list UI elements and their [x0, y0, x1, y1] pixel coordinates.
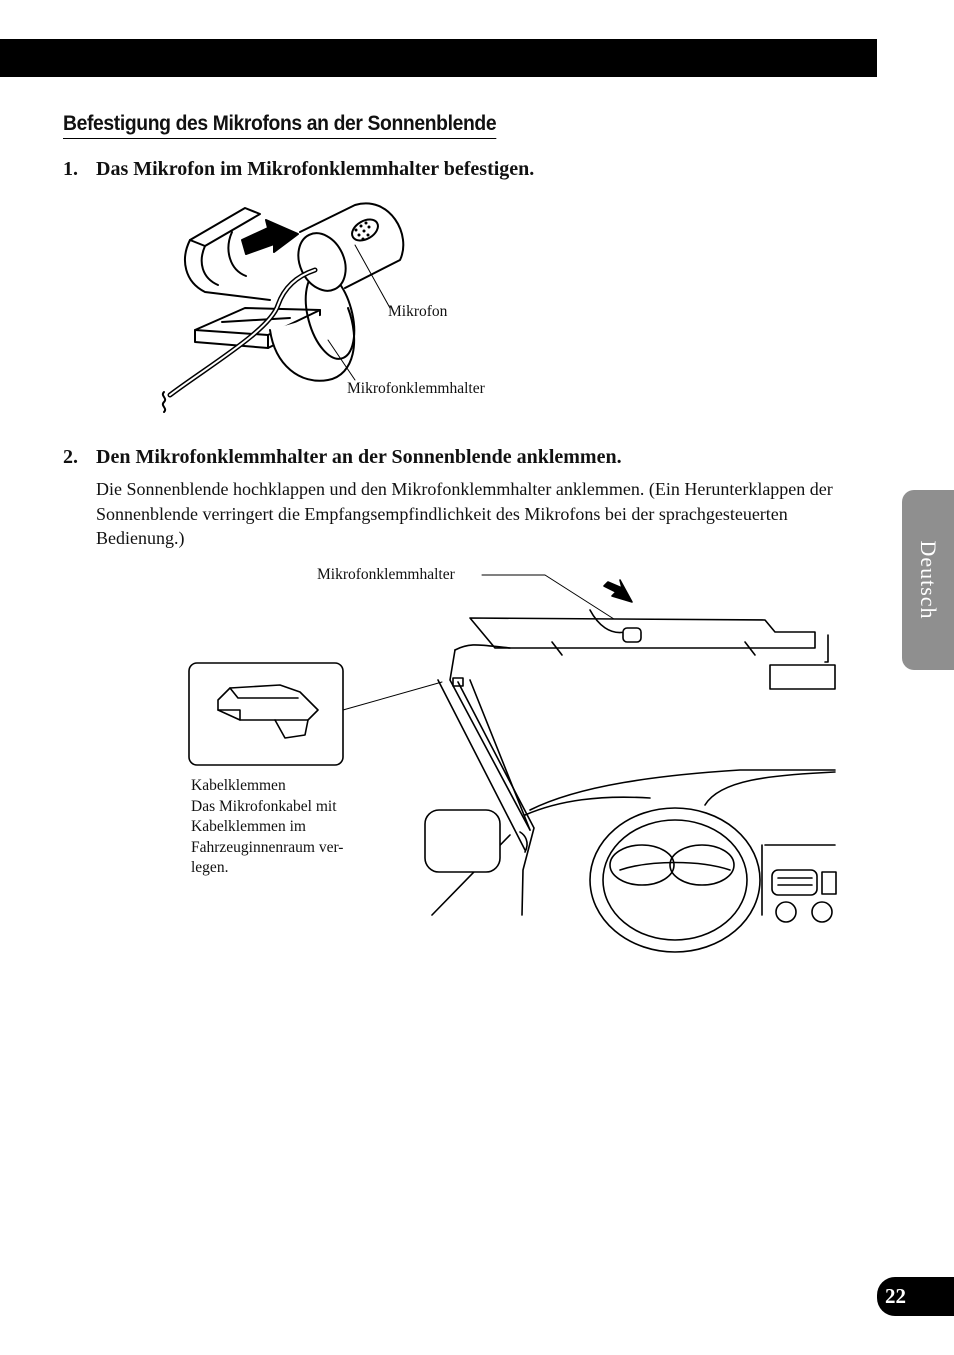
step-2-text: Den Mikrofonklemmhalter an der Sonnenblende anklemmen.: [96, 446, 622, 468]
cable-note-line: Fahrzeuginnenraum ver-: [191, 838, 344, 856]
step-2-number: 2.: [63, 446, 78, 468]
cable-clamp-note: [191, 776, 391, 879]
cable-note-line: Kabelklemmen im: [191, 818, 306, 835]
step-1-text: Das Mikrofon im Mikrofonklemmhalter befestigen.: [96, 158, 535, 180]
cable-note-line: Das Mikrofonkabel mit: [191, 797, 337, 815]
label-mikrofonklemmhalter: Mikrofonklemmhalter: [347, 380, 485, 397]
label-mikrofon: Mikrofon: [388, 303, 448, 320]
step-2: [63, 446, 622, 469]
step-2-paragraph: Die Sonnenblende hochklappen und den Mikrofonklemmhalter anklemmen. (Ein Herunterklappen der Sonnenblende verringert die Empfangsempfindlichkeit des Mikrofons bei der sprachgesteuerten Bedienung.): [96, 479, 833, 548]
label-mikrofonklemmhalter-2: Mikrofonklemmhalter: [317, 566, 455, 583]
language-tab-label: Deutsch: [916, 540, 941, 620]
step-1: [63, 158, 534, 181]
language-tab: [902, 490, 954, 670]
cable-note-line: legen.: [191, 859, 229, 876]
section-title: Befestigung des Mikrofons an der Sonnenblende: [63, 112, 496, 139]
step-1-number: 1.: [63, 158, 78, 180]
page-number: [877, 1277, 954, 1316]
cable-note-line: Kabelklemmen: [191, 777, 286, 794]
page-number-text: 22: [885, 1284, 906, 1308]
header-bar: [0, 39, 877, 77]
